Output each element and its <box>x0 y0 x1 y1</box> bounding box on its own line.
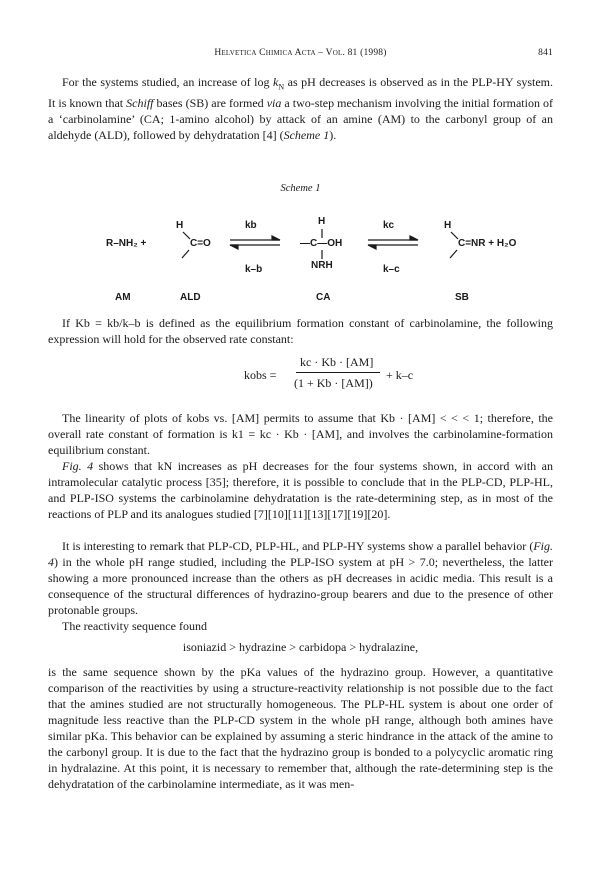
rate-constant-kb <box>245 220 257 231</box>
figure-reference: Fig. 4 <box>48 539 553 569</box>
paragraph-linearity: The linearity of plots of kobs vs. [AM] permits to assume that Kb · [AM] < < < 1; therefore, the overall rate constant of formation is k1 = kc · Kb · [AM], and involves the carbinolamine-formation equilibrium constant. <box>48 411 553 457</box>
carbinolamine-nrh: NRH <box>311 260 333 271</box>
text-span: It is interesting to remark that PLP-CD, PLP-HL, and PLP-HY systems show a parallel behavior ( <box>62 539 534 553</box>
running-header <box>48 48 553 62</box>
text-span: ) in the whole pH range studied, including the PLP-ISO system at pH > 7.0; nevertheless, the latter showing a more pronounced increase than the others as pH decreases in acidic media. This result is a consequence of the structural differences of hydrazino-group bearers and due to the presence of other protonable groups. <box>48 555 553 617</box>
equation-numerator: kc · Kb · [AM] <box>300 355 374 369</box>
reactivity-sequence: isoniazid > hydrazine > carbidopa > hydralazine, <box>182 640 419 654</box>
scheme-title: Scheme 1 <box>280 183 321 194</box>
equation-fraction-bar <box>296 372 380 373</box>
paragraph-parallel-behavior <box>48 538 553 618</box>
paragraph-fig4 <box>48 458 553 522</box>
text-span: a two-step mechanism involving the initial formation of a ‘carbinolamine’ (CA; 1-amino alcohol) by attack of an amine (AM) to the carbonyl group of an aldehyde (ALD), followed by dehydratation [4] ( <box>48 96 553 143</box>
text-span: bases (SB) are formed <box>153 96 267 111</box>
rate-constant-k-minus-b: k–b <box>245 264 263 275</box>
label-ald: ALD <box>180 292 201 303</box>
figure-reference: Fig. 4 <box>62 459 94 473</box>
page-number: 841 <box>538 48 553 58</box>
carbinolamine-group: —C—OH <box>300 238 343 249</box>
equation-denominator: (1 + Kb · [AM]) <box>294 376 373 390</box>
amine-formula: R–NH₂ + <box>106 238 147 249</box>
text-span: Schiff <box>126 96 154 111</box>
paragraph-kb-definition: If Kb = kb/k–b is defined as the equilibrium formation constant of carbinolamine, the following expression will hold for the observed rate constant: <box>48 316 553 346</box>
schiff-base-h: H <box>444 220 452 231</box>
schiff-base-group: C=NR + H₂O <box>458 238 517 249</box>
text-span: For the systems studied, an increase of log <box>62 75 273 89</box>
label-am: AM <box>115 292 131 303</box>
paragraph-sequence-intro: The reactivity sequence found <box>62 619 207 633</box>
scheme-reference: Scheme 1 <box>283 128 330 143</box>
text-span: shows that kN increases as pH decreases for the four systems shown, in accord with an intramolecular catalytic process [35]; therefore, it is possible to conclude that in the PLP-CD, PLP-HL, and PLP-ISO systems the carbinolamine dehydratation is the rate-determining step, as in most of the reactions of PLP and its analogues studied [7][10][11][13][17][19][20]. <box>48 459 553 521</box>
text-span: via <box>266 96 282 111</box>
rate-constant-kb-text: kb <box>245 220 257 231</box>
text-span: ). <box>329 128 337 143</box>
carbinolamine-h: H <box>318 216 326 227</box>
equation-lhs: kobs = <box>244 368 277 382</box>
paragraph-comparison: is the same sequence shown by the pKa values of the hydrazino group. However, a quantitative comparison of the reactivities by using a structure-reactivity relationship is not possible due to the fact that the amines studied are not structurally homogeneous. The PLP-HL system is about one order of magnitude less reactive than the PLP-CD system in the whole pH range, although both amines have similar pKa. This behavior can be explained by assuming a steric hindrance in the attack of the amine to the carbonyl group. It is due to the fact that the hydrazino group is bonded to a polycyclic aromatic ring in hydralazine. At this point, it is necessary to remember that, although the rate-determining step is the dehydratation of the carbinolamine intermediate, as it was men- <box>48 665 553 791</box>
rate-constant-k-minus-c: k–c <box>383 264 400 275</box>
equation-rhs: + k–c <box>386 368 414 382</box>
label-sb: SB <box>455 292 469 303</box>
text-span: as pH decreases is observed as in the PLP-HY system. It is known that <box>48 75 553 111</box>
label-ca: CA <box>316 292 331 303</box>
aldehyde-h: H <box>176 220 184 231</box>
aldehyde-group: C=O <box>190 238 211 249</box>
journal-title: Helvetica Chimica Acta – Vol. 81 (1998) <box>214 48 387 58</box>
paragraph-intro: For the systems studied, an increase of $\log k_N$ as pH decreases is observed as in the PLP-HY system. It is known that Schiff bases (SB) are formed via a two-step mechanism involving the initial formation of a ‘carbinolamine’ (CA; 1-amino alcohol) by attack of an amine (AM) to the carbonyl group of an aldehyde (ALD), followed by dehydratation [4] (Scheme 1). <box>48 75 553 143</box>
rate-constant-kc: kc <box>383 220 395 231</box>
